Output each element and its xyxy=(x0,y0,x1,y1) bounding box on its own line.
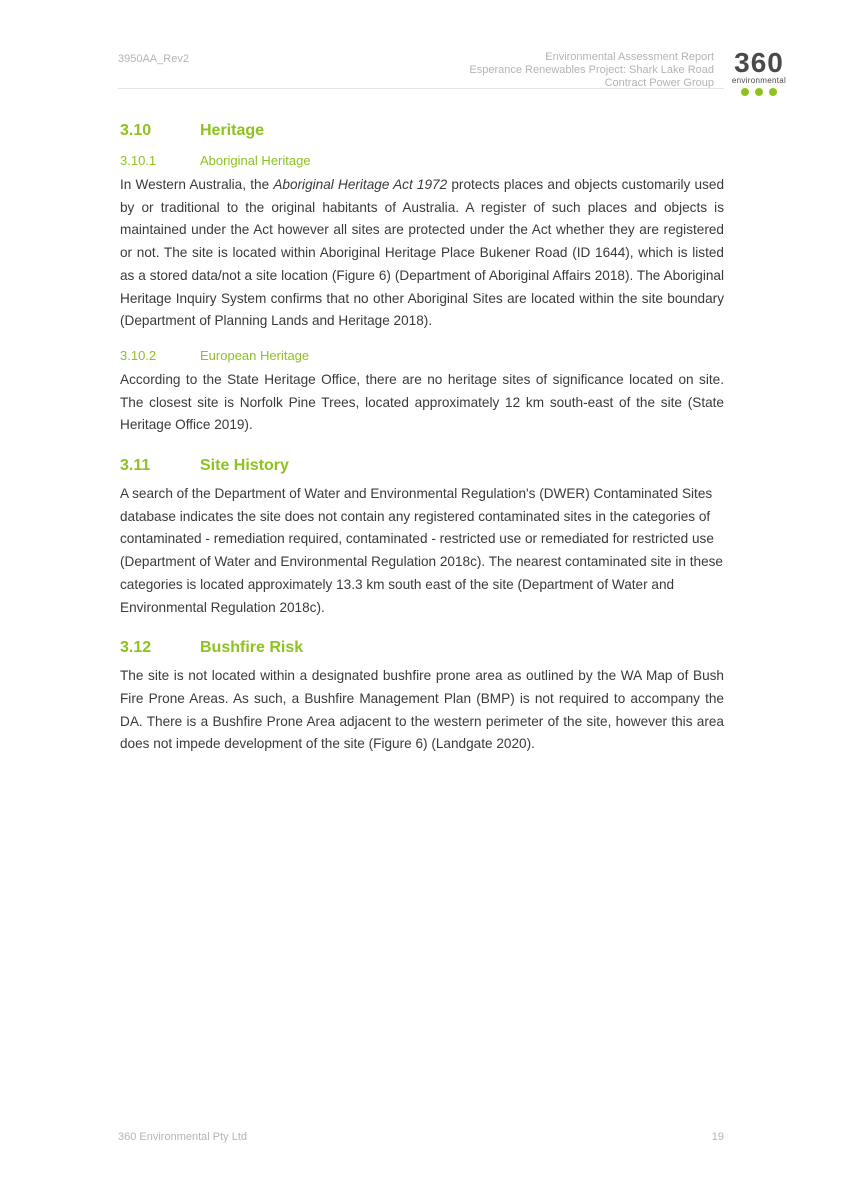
header-title-block xyxy=(314,51,714,90)
section-heading-heritage xyxy=(120,120,724,142)
act-name: Aboriginal Heritage Act 1972 xyxy=(273,177,448,192)
section-number: 3.12 xyxy=(120,639,152,657)
logo-dots-icon xyxy=(726,88,792,96)
paragraph-text: In Western Australia, the xyxy=(120,177,274,192)
subsection-number: 3.10.2 xyxy=(120,347,157,363)
subsection-number: 3.10.1 xyxy=(120,153,157,168)
footer-company: 360 Environmental Pty Ltd xyxy=(118,1131,248,1143)
subsection-title: Aboriginal Heritage xyxy=(200,153,311,168)
site-history-paragraph: A search of the Department of Water and Environmental Regulation's (DWER) Contaminated Sites database indicates the site does not contain any registered contaminated sites in the categories of contaminated - remediation required, contaminated - restricted use or remediated for restricted use (Department of Water and Environmental Regulation 2018c). The nearest contaminated site in these categories is located approximately 13.3 km south east of the site (Department of Water and Environmental Regulation 2018c). xyxy=(120,486,723,615)
logo-dot xyxy=(755,88,763,96)
page-number: 19 xyxy=(711,1131,724,1143)
section-heading-site-history xyxy=(120,455,724,477)
section-number: 3.11 xyxy=(120,457,151,475)
logo-number: 360 xyxy=(734,47,784,78)
section-title: Heritage xyxy=(200,122,265,139)
header-title-line-2: Esperance Renewables Project: Shark Lake Road xyxy=(469,64,714,76)
header-title-line-1: Environmental Assessment Report xyxy=(545,51,714,63)
subsection-title: European Heritage xyxy=(200,347,310,363)
header-divider xyxy=(118,88,724,89)
logo-dot xyxy=(769,88,777,96)
aboriginal-heritage-paragraph xyxy=(120,174,724,333)
subsection-heading-european-heritage xyxy=(120,347,724,365)
bushfire-risk-paragraph: The site is not located within a designated bushfire prone area as outlined by the WA Map of Bush Fire Prone Areas. As such, a Bushfire Management Plan (BMP) is not required to accompany the DA. There is a Bushfire Prone Area adjacent to the western perimeter of the site, however this area does not impede development of the site (Figure 6) (Landgate 2020). xyxy=(120,668,724,752)
document-reference: 3950AA_Rev2 xyxy=(118,53,189,65)
section-title: Bushfire Risk xyxy=(200,639,304,657)
european-heritage-paragraph: According to the State Heritage Office, there are no heritage sites of significance located on site. The closest site is Norfolk Pine Trees, located approximately 12 km south-east of the site (State Heritage Office 2019). xyxy=(120,371,724,433)
header-title-line-3: Contract Power Group xyxy=(604,77,714,89)
section-title: Site History xyxy=(200,457,289,475)
page-body xyxy=(120,120,724,756)
logo-word: environmental xyxy=(731,76,787,85)
paragraph-text: protects places and objects customarily used by or traditional to the original habitants of Australia. A register of such places and objects is maintained under the Act however all sites are protected under the Act whether they are registered or not. The site is located within Aboriginal Heritage Place Bukener Road (ID 1644), which is listed as a stored data/not a site location (Figure 6) (Department of Aboriginal Affairs 2018). The Aboriginal Heritage Inquiry System confirms that no other Aboriginal Sites are located within the site boundary (Department of Planning Lands and Heritage 2018). xyxy=(120,177,725,329)
logo-dot xyxy=(741,88,749,96)
section-number: 3.10 xyxy=(120,122,152,139)
subsection-heading-aboriginal-heritage xyxy=(120,152,724,170)
section-heading-bushfire-risk xyxy=(120,637,724,659)
company-logo xyxy=(726,47,792,98)
